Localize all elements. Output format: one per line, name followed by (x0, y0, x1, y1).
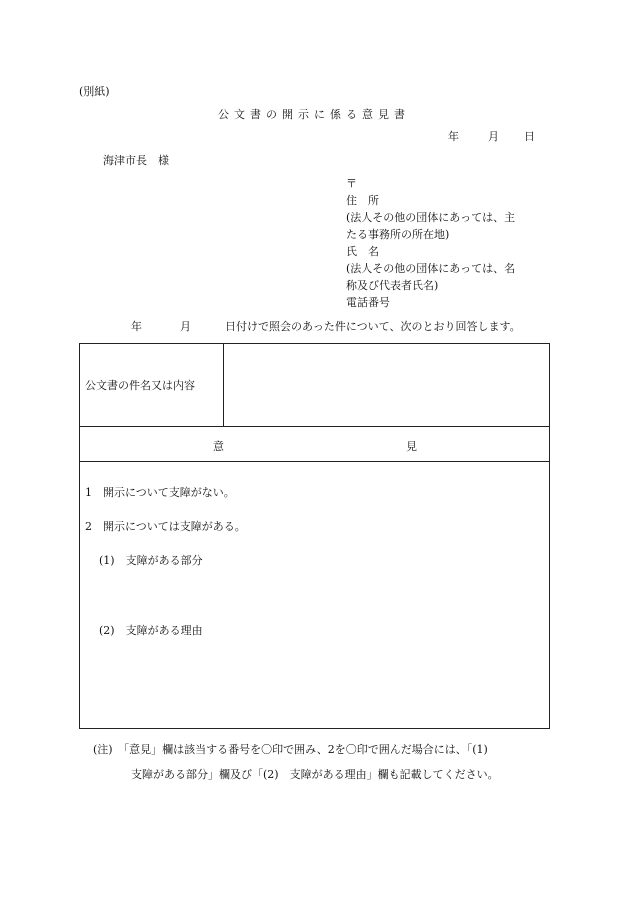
intro-line (131, 318, 521, 334)
intro-year: 年 (131, 320, 142, 333)
date-day: 日 (524, 130, 535, 143)
address-label: 住 所 (346, 194, 379, 207)
opinion-head-char-1: 意 (213, 440, 224, 453)
name-note-1: (法人その他の団体にあっては、名 (346, 262, 516, 275)
note-line-2: 支障がある部分」欄及び「(2) 支障がある理由」欄も記載してください。 (131, 768, 499, 781)
opinion-form-table (79, 343, 550, 729)
name-note-2: 称及び代表者氏名) (346, 279, 439, 292)
sheet-label: (別紙) (79, 85, 110, 98)
opinion-head-char-2: 見 (406, 440, 417, 453)
opinion-body-field[interactable] (80, 462, 550, 729)
note-line-1: (注) 「意見」欄は該当する番号を〇印で囲み、2を〇印で囲んだ場合には、「(1) (93, 743, 488, 756)
date-month: 月 (488, 130, 499, 143)
name-label: 氏 名 (346, 245, 379, 258)
phone-label: 電話番号 (346, 296, 390, 309)
option-1: 1 開示について支障がない。 (85, 486, 235, 499)
addressee: 海津市長 様 (103, 154, 169, 167)
document-title: 公文書の開示に係る意見書 (218, 108, 410, 121)
sub-item-2: (2) 支障がある理由 (99, 624, 203, 637)
intro-text: 日付けで照会のあった件について、次のとおり回答します。 (225, 320, 521, 333)
address-note-1: (法人その他の団体にあっては、主 (346, 211, 516, 224)
option-2: 2 開示については支障がある。 (85, 520, 246, 533)
subject-field[interactable] (224, 344, 550, 427)
sender-block (346, 175, 546, 311)
opinion-header (80, 427, 550, 462)
sub-item-1: (1) 支障がある部分 (99, 554, 203, 567)
postal-mark: 〒 (346, 177, 357, 190)
date-year: 年 (448, 130, 459, 143)
address-note-2: たる事務所の所在地) (346, 228, 450, 241)
subject-row (80, 344, 550, 427)
intro-month: 月 (180, 320, 191, 333)
opinion-header-row (80, 427, 550, 462)
date-line (448, 128, 535, 144)
subject-label: 公文書の件名又は内容 (80, 344, 224, 427)
opinion-body-row (80, 462, 550, 729)
